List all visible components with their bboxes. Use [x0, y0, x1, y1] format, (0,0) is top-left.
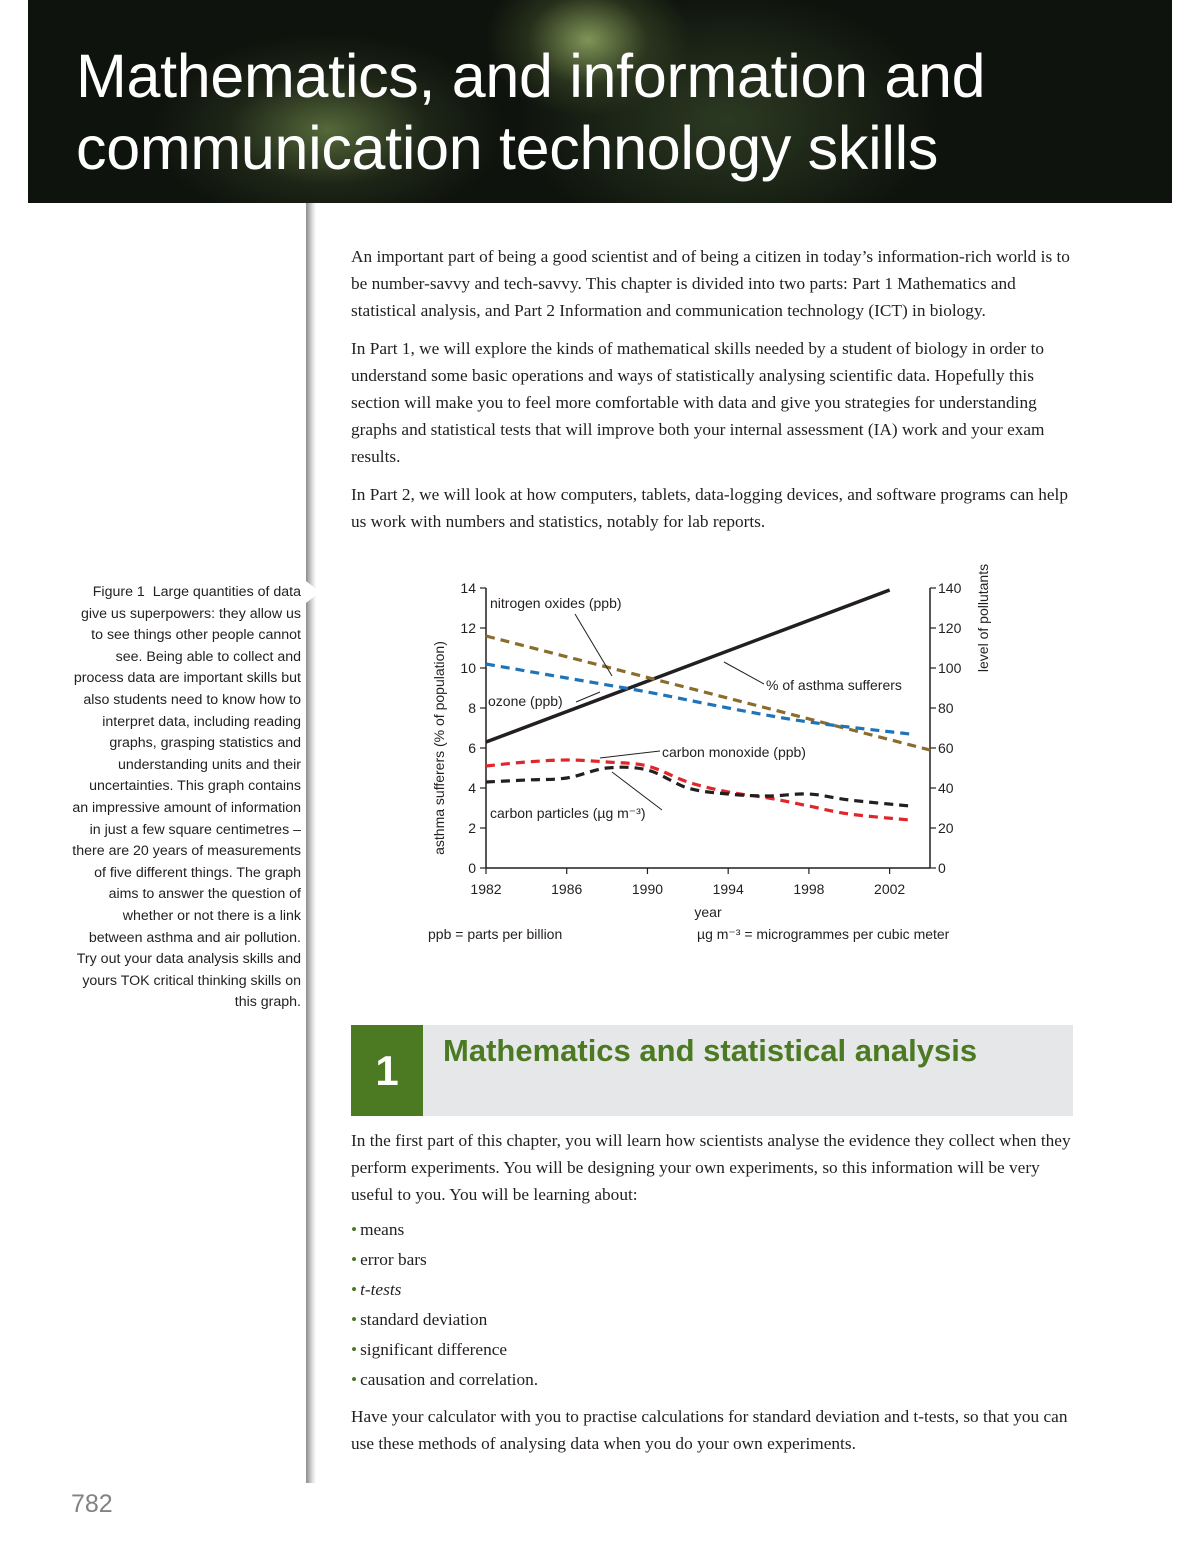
y-tick-label-left: 14 [460, 580, 476, 596]
y-tick-label-right: 60 [938, 740, 954, 756]
x-tick-label: 1986 [551, 881, 583, 897]
intro-paragraph: In Part 1, we will explore the kinds of mathematical skills needed by a student of biology in order to understand some basic operations and ways of statistically analysing scientific data. Hopefully this section will make you to feel more comfortable with data and give you strategies for understanding graphs and statistical tests that will improve both your internal assessment (IA) work and your exam results. [351, 339, 1045, 466]
y-tick-label-left: 12 [460, 620, 476, 636]
series-label: ozone (ppb) [488, 693, 563, 709]
x-tick-label: 1994 [712, 881, 744, 897]
x-axis-label: year [694, 904, 722, 920]
intro-paragraph: An important part of being a good scientist and of being a citizen in today’s information-rich world is to be number-savvy and tech-savvy. This chapter is divided into two parts: Part 1 Mathematics and statistical analysis, and Part 2 Information and communication technology (ICT) in biology. [351, 247, 1070, 320]
x-tick-label: 2002 [874, 881, 906, 897]
intro-paragraph: In Part 2, we will look at how computers, tablets, data-logging devices, and software programs can help us work with numbers and statistics, notably for lab reports. [351, 485, 1068, 531]
series-label: nitrogen oxides (ppb) [490, 595, 622, 611]
section-header [351, 1025, 1073, 1116]
list-item: • t-tests [351, 1280, 402, 1299]
chapter-title: Mathematics, and information and communication technology skills [76, 42, 986, 182]
series-label: carbon monoxide (ppb) [662, 744, 806, 760]
page-number: 782 [71, 1490, 113, 1518]
y-tick-label-left: 10 [460, 660, 476, 676]
series-leader-line [724, 662, 764, 684]
list-item: • error bars [351, 1250, 427, 1269]
y-tick-label-right: 140 [938, 580, 962, 596]
series-leader-line [575, 614, 612, 676]
y-tick-label-left: 0 [468, 860, 476, 876]
figure-caption-text: Large quantities of data give us superpowers: they allow us to see things other people cannot see. Being able to collect and process data are important skills but also students need to know how to interpret data, including reading graphs, grasping statistics and understanding units and their uncertainties. This graph contains an impressive amount of information in just a few square centimetres – there are 20 years of measurements of five different things. The graph aims to answer the question of whether or not there is a link between asthma and air pollution. Try out your data analysis skills and yours TOK critical thinking skills on this graph. [72, 584, 301, 1011]
y-tick-label-left: 4 [468, 780, 476, 796]
y-tick-label-right: 100 [938, 660, 962, 676]
section-body [351, 1127, 1071, 1468]
x-tick-label: 1990 [631, 881, 664, 897]
series-leader-line [600, 751, 660, 758]
section-title: Mathematics and statistical analysis [443, 1033, 978, 1068]
y-tick-label-right: 120 [938, 620, 962, 636]
y-tick-label-right: 80 [938, 700, 954, 716]
section-number: 1 [351, 1025, 423, 1116]
y-tick-label-right: 20 [938, 820, 954, 836]
series-line-of-asthma-sufferers [486, 590, 890, 742]
y-tick-label-right: 40 [938, 780, 954, 796]
y-tick-label-left: 8 [468, 700, 476, 716]
list-item: • standard deviation [351, 1310, 488, 1329]
list-item: • causation and correlation. [351, 1370, 539, 1389]
figure-label: Figure 1 [92, 584, 145, 600]
y-axis-label-left: asthma sufferers (% of population) [431, 641, 447, 855]
section-closing: Have your calculator with you to practise calculations for standard deviation and t-tests, so that you can use these methods of analysing data when you do your own experiments. [351, 1407, 1068, 1453]
y-tick-label-left: 6 [468, 740, 476, 756]
chart-note: µg m⁻³ = microgrammes per cubic meter [697, 926, 950, 942]
y-tick-label-right: 0 [938, 860, 946, 876]
list-item: • significant difference [351, 1340, 508, 1359]
x-tick-label: 1982 [470, 881, 502, 897]
y-tick-label-left: 2 [468, 820, 476, 836]
y-axis-label-right: level of pollutants [975, 563, 991, 673]
topic-list [351, 1215, 1071, 1395]
chart-note: ppb = parts per billion [428, 926, 563, 942]
section-intro: In the first part of this chapter, you will learn how scientists analyse the evidence they collect when they perform experiments. You will be designing your own experiments, so this information will be very useful to you. You will be learning about: [351, 1131, 1071, 1204]
list-item: • means [351, 1220, 405, 1239]
series-label: % of asthma sufferers [766, 677, 902, 693]
x-tick-label: 1998 [793, 881, 825, 897]
series-label: carbon particles (µg m⁻³) [490, 805, 646, 821]
